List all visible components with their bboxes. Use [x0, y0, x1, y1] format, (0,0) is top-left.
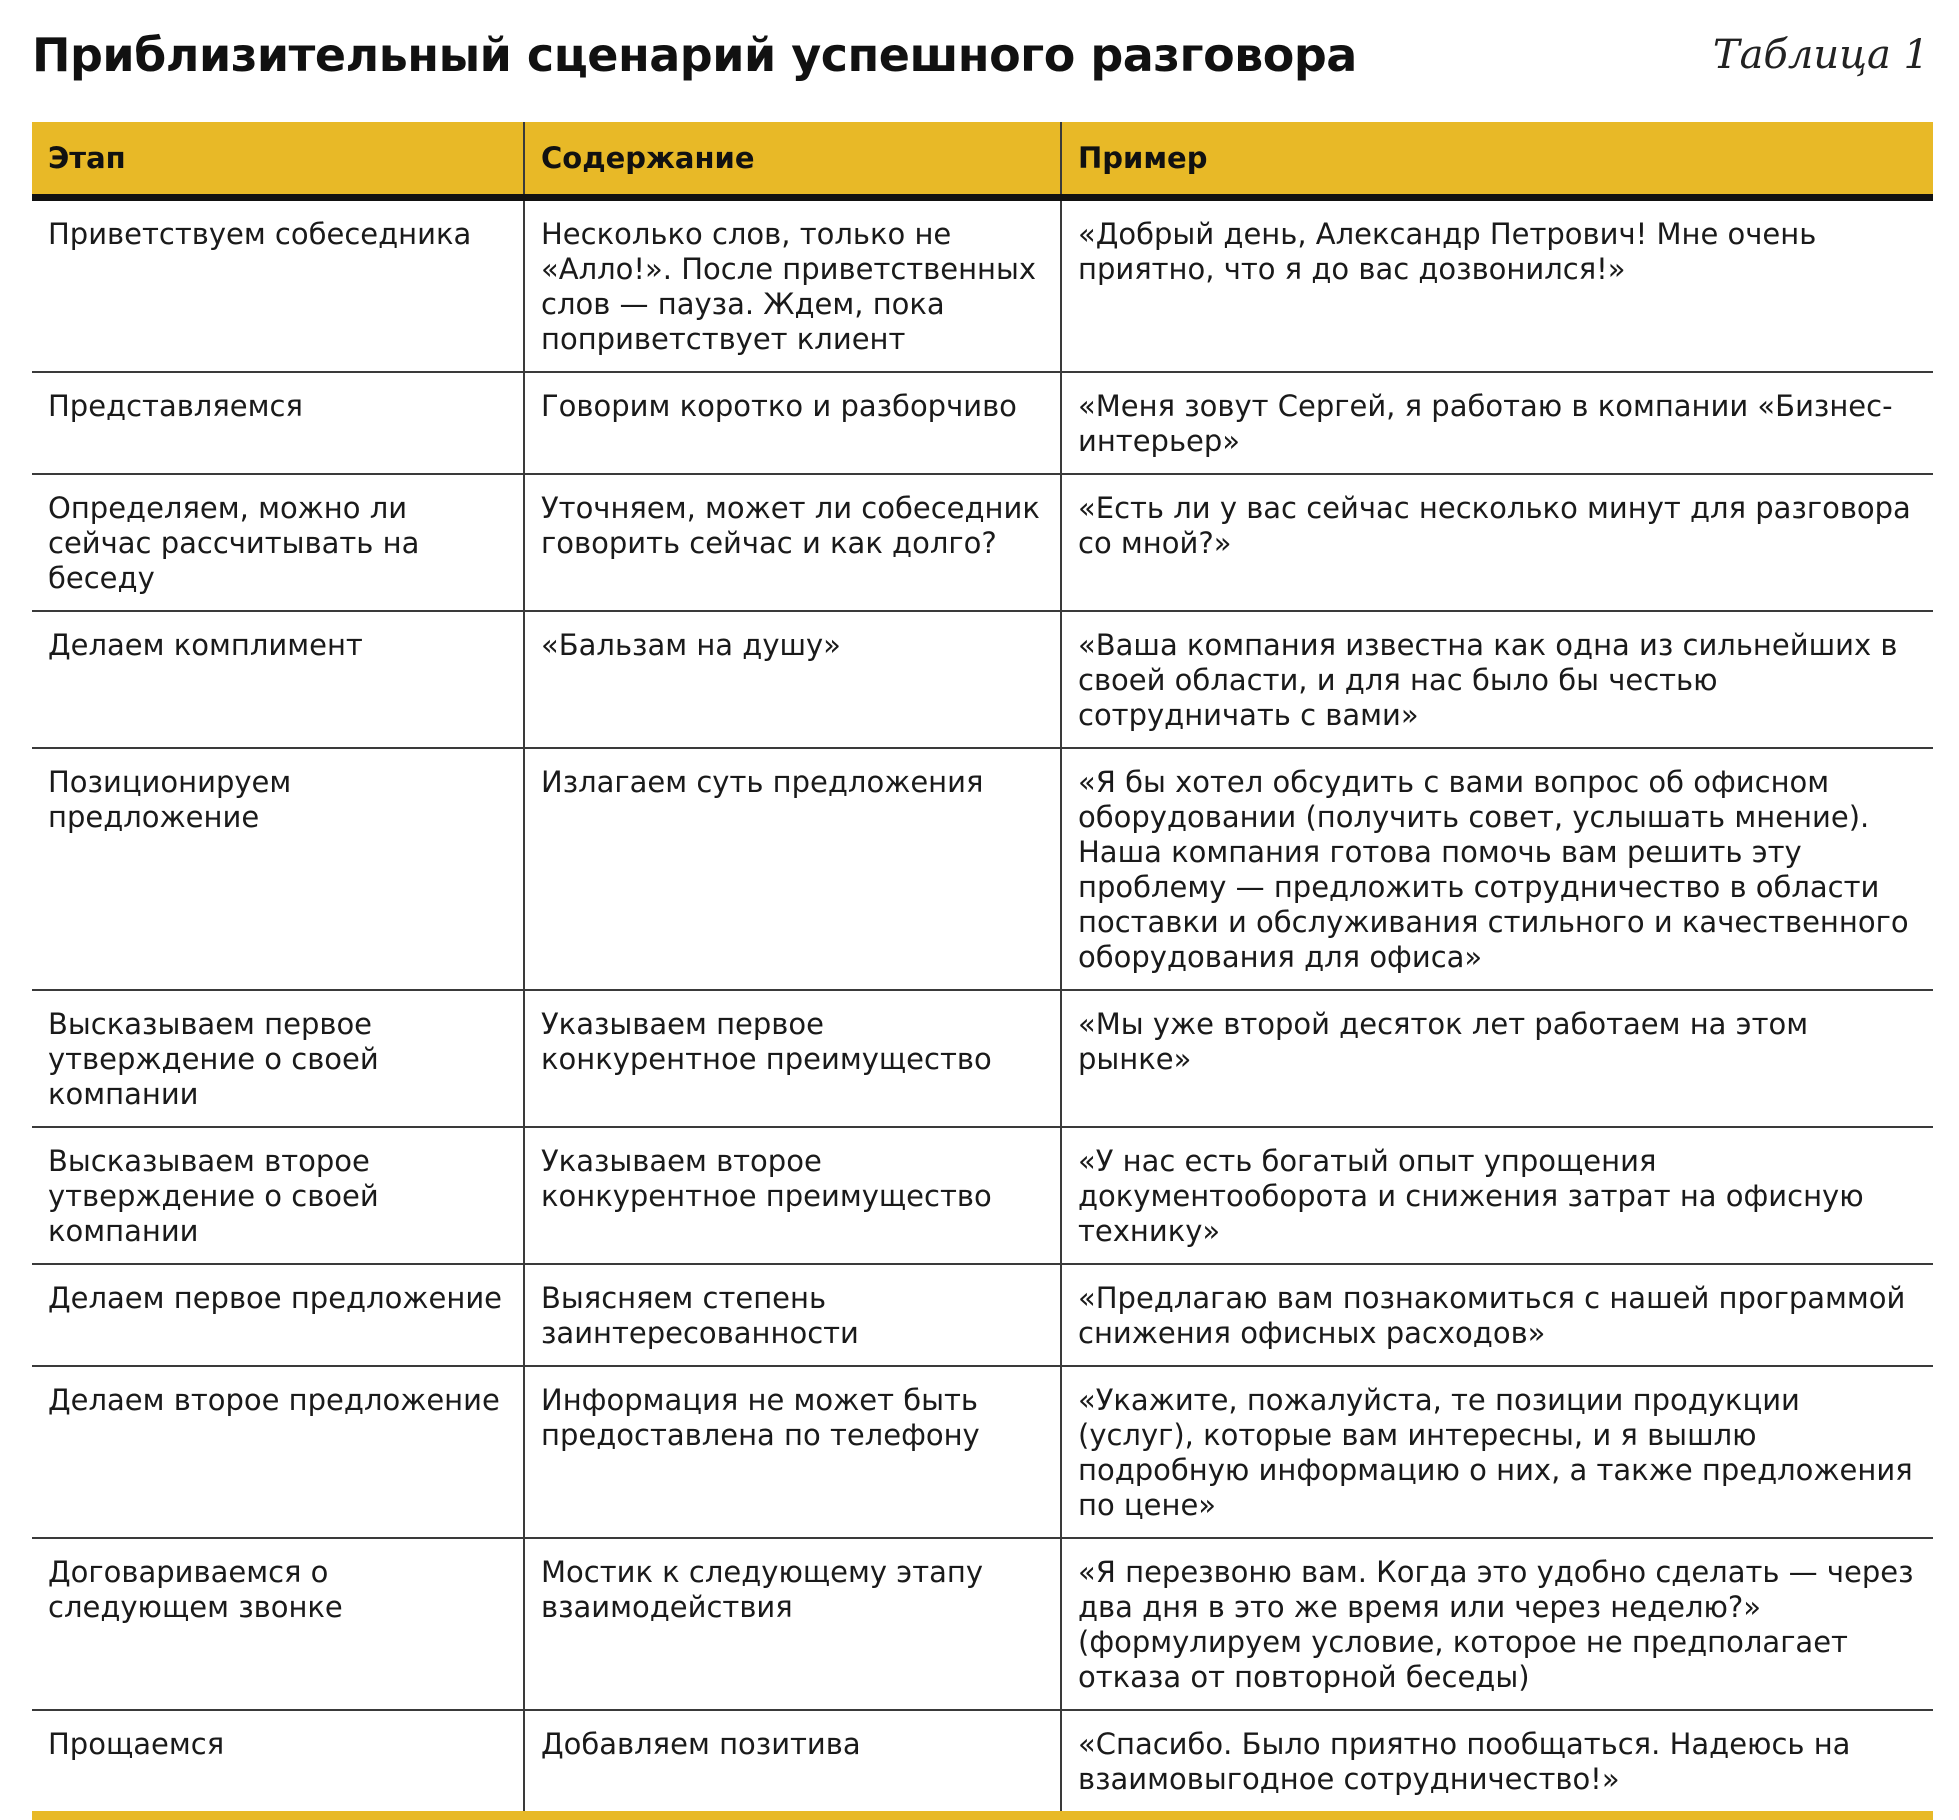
table-row [32, 198, 1933, 373]
cell-example: «Мы уже второй десяток лет работаем на этом рынке» [1061, 990, 1933, 1127]
cell-stage: Позиционируем предложение [32, 748, 524, 990]
cell-example: «У нас есть богатый опыт упрощения документооборота и снижения затрат на офисную технику» [1061, 1127, 1933, 1264]
cell-example: «Укажите, пожалуйста, те позиции продукции (услуг), которые вам интересны, и я вышлю подробную информацию о них, а также предложения по цене» [1061, 1366, 1933, 1538]
table-row [32, 1127, 1933, 1264]
cell-example: «Предлагаю вам познакомиться с нашей программой снижения офисных расходов» [1061, 1264, 1933, 1366]
table-row [32, 990, 1933, 1127]
page [32, 22, 1933, 1796]
cell-example: «Меня зовут Сергей, я работаю в компании «Бизнес-интерьер» [1061, 372, 1933, 474]
cell-content: Несколько слов, только не «Алло!». После приветственных слов — пауза. Ждем, пока поприветствует клиент [524, 198, 1061, 373]
table-header-row [32, 122, 1933, 198]
cell-stage: Высказываем второе утверждение о своей компании [32, 1127, 524, 1264]
cell-stage: Высказываем первое утверждение о своей компании [32, 990, 524, 1127]
page-title: Приблизительный сценарий успешного разговора [32, 28, 1357, 82]
cell-example: «Добрый день, Александр Петрович! Мне очень приятно, что я до вас дозвонился!» [1061, 198, 1933, 373]
table-row [32, 748, 1933, 990]
bottom-accent-bar [32, 1811, 1933, 1820]
cell-stage: Делаем комплимент [32, 611, 524, 748]
cell-example: «Спасибо. Было приятно пообщаться. Надеюсь на взаимовыгодное сотрудничество!» [1061, 1710, 1933, 1811]
cell-content: Мостик к следующему этапу взаимодействия [524, 1538, 1061, 1710]
column-header-content: Содержание [524, 122, 1061, 198]
cell-stage: Прощаемся [48, 1727, 225, 1761]
cell-content: Добавляем позитива [524, 1710, 1061, 1811]
cell-content: Излагаем суть предложения [524, 748, 1061, 990]
table-row [32, 474, 1933, 611]
cell-stage: Делаем второе предложение [32, 1366, 524, 1538]
cell-stage: Определяем, можно ли сейчас рассчитывать на беседу [32, 474, 524, 611]
table-row [32, 1538, 1933, 1710]
table-row [32, 1264, 1933, 1366]
cell-content: Указываем второе конкурентное преимущество [524, 1127, 1061, 1264]
table-number-label: Таблица 1 [1712, 32, 1929, 78]
table-row [32, 1366, 1933, 1538]
cell-stage: Договариваемся о следующем звонке [32, 1538, 524, 1710]
table-row [32, 372, 1933, 474]
cell-example: «Я перезвоню вам. Когда это удобно сделать — через два дня в это же время или через неделю?» (формулируем условие, которое не предполагает отказа от повторной беседы) [1061, 1538, 1933, 1710]
cell-content: Информация не может быть предоставлена по телефону [524, 1366, 1061, 1538]
cell-stage: Представляемся [32, 372, 524, 474]
cell-stage: Приветствуем собеседника [32, 198, 524, 373]
cell-example: «Есть ли у вас сейчас несколько минут для разговора со мной?» [1061, 474, 1933, 611]
cell-stage: Делаем первое предложение [32, 1264, 524, 1366]
column-header-stage: Этап [32, 122, 524, 198]
table-row [32, 611, 1933, 748]
cell-content: Уточняем, может ли собеседник говорить сейчас и как долго? [524, 474, 1061, 611]
title-row [32, 22, 1933, 100]
cell-content: Указываем первое конкурентное преимущество [524, 990, 1061, 1127]
cell-example: «Я бы хотел обсудить с вами вопрос об офисном оборудовании (получить совет, услышать мнение). Наша компания готова помочь вам решить эту проблему — предложить сотрудничество в области поставки и обслуживания стильного и качественного оборудования для офиса» [1061, 748, 1933, 990]
column-header-example: Пример [1061, 122, 1933, 198]
cell-example: «Ваша компания известна как одна из сильнейших в своей области, и для нас было бы честью сотрудничать с вами» [1061, 611, 1933, 748]
conversation-script-table [32, 122, 1933, 1811]
table-row [32, 1710, 1933, 1811]
cell-content: «Бальзам на душу» [524, 611, 1061, 748]
cell-content: Говорим коротко и разборчиво [524, 372, 1061, 474]
cell-content: Выясняем степень заинтересованности [524, 1264, 1061, 1366]
